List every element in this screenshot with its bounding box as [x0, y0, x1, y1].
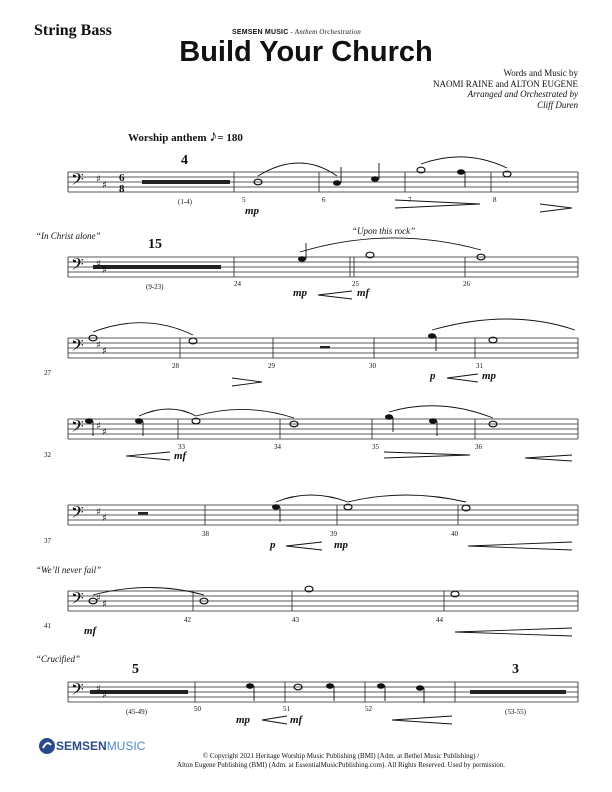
- multirest-count: 15: [148, 237, 162, 252]
- bass-clef-icon: 𝄢: [71, 169, 84, 193]
- svg-text:♯: ♯: [102, 346, 107, 357]
- dynamic-mark: mp: [482, 370, 497, 382]
- measure-number: 25: [352, 280, 359, 288]
- svg-text:♯: ♯: [96, 593, 101, 604]
- measure-number: 40: [451, 530, 458, 538]
- measure-number: 5: [242, 196, 246, 204]
- logo-mark-icon: [38, 737, 56, 755]
- logo-text: SEMSEN: [56, 739, 107, 753]
- credit-line-3: Arranged and Orchestrated by: [467, 89, 578, 99]
- measure-number: 37: [44, 537, 51, 545]
- bass-clef-icon: 𝄢: [71, 335, 84, 359]
- measure-number: 28: [172, 362, 179, 370]
- tempo-label: Worship anthem: [128, 132, 207, 144]
- sharp-icon: [96, 174, 107, 701]
- lyric-cue: “We’ll never fail”: [36, 565, 102, 575]
- svg-text:♯: ♯: [96, 421, 101, 432]
- measure-number: 35: [372, 443, 379, 451]
- measure-number: 34: [274, 443, 281, 451]
- multirest-count: 4: [181, 153, 188, 168]
- multirest-range: (1-4): [178, 198, 192, 206]
- svg-text:♯: ♯: [102, 265, 107, 276]
- dynamic-mark: p: [430, 370, 436, 382]
- measure-number: 44: [436, 616, 443, 624]
- measure-number: 31: [476, 362, 483, 370]
- measure-number: 41: [44, 622, 51, 630]
- multirest-range: (53-55): [505, 708, 526, 716]
- svg-text:♯: ♯: [96, 259, 101, 270]
- dynamic-mark: mf: [174, 450, 187, 462]
- multirest-range: (9-23): [146, 283, 164, 291]
- measure-number: 29: [268, 362, 275, 370]
- dynamic-mark: mp: [245, 205, 260, 217]
- multirest-count: 5: [132, 662, 139, 677]
- measure-number: 30: [369, 362, 376, 370]
- publisher-name: SEMSEN MUSIC: [232, 29, 289, 36]
- svg-text:♯: ♯: [96, 340, 101, 351]
- measure-number: 42: [184, 616, 191, 624]
- eighth-note-icon: ♪: [209, 128, 218, 145]
- svg-text:♯: ♯: [102, 599, 107, 610]
- credit-line-1: Words and Music by: [503, 68, 578, 78]
- lyric-cue: “Upon this rock”: [352, 226, 416, 236]
- svg-text:♯: ♯: [102, 690, 107, 701]
- dynamic-mark: mp: [293, 287, 308, 299]
- staff-5: [68, 505, 578, 525]
- measure-number: 43: [292, 616, 299, 624]
- dynamic-mark: mf: [357, 287, 370, 299]
- svg-text:8: 8: [119, 183, 125, 195]
- svg-text:♯: ♯: [102, 427, 107, 438]
- svg-text:♯: ♯: [102, 513, 107, 524]
- measure-number: 38: [202, 530, 209, 538]
- bass-clef-icon: 𝄢: [71, 416, 84, 440]
- measure-number: 26: [463, 280, 470, 288]
- bass-clef-icon: 𝄢: [71, 679, 84, 703]
- song-title: Build Your Church: [179, 36, 433, 68]
- lyric-cue: “In Christ alone”: [36, 231, 101, 241]
- publisher-category: - Anthem Orchestration: [290, 28, 361, 36]
- svg-text:♯: ♯: [96, 174, 101, 185]
- credit-line-4: Cliff Duren: [537, 99, 578, 110]
- measure-number: 7: [408, 196, 412, 204]
- dynamic-mark: mp: [236, 714, 251, 726]
- measure-number: 50: [194, 705, 201, 713]
- staff-6: [68, 591, 578, 611]
- tempo-value: = 180: [217, 132, 243, 144]
- logo-text-2: MUSIC: [106, 739, 146, 753]
- dynamic-mark: mf: [290, 714, 303, 726]
- svg-text:♯: ♯: [96, 684, 101, 695]
- svg-text:♯: ♯: [96, 507, 101, 518]
- svg-text:♯: ♯: [102, 180, 107, 191]
- measure-number: 33: [178, 443, 185, 451]
- measure-number: 6: [322, 196, 326, 204]
- credit-line-2: NAOMI RAINE and ALTON EUGENE: [433, 78, 578, 89]
- measure-number: 27: [44, 369, 51, 377]
- copyright-line-1: © Copyright 2021 Heritage Worship Music Publishing (BMI) (Adm. at Bethel Music Publishing) /: [202, 752, 480, 760]
- svg-text:6: 6: [119, 172, 125, 184]
- multirest-count: 3: [512, 662, 519, 677]
- bass-clef-icon: 𝄢: [71, 254, 84, 278]
- bass-clef-icon: 𝄢: [71, 588, 84, 612]
- copyright-line-2: Alton Eugene Publishing (BMI) (Adm. at EssentialMusicPublishing.com). All Rights Reserved. Used by permission.: [176, 761, 505, 769]
- multirest-range: (45-49): [126, 708, 147, 716]
- measure-number: 39: [330, 530, 337, 538]
- measure-number: 52: [365, 705, 372, 713]
- dynamic-mark: mp: [334, 539, 349, 551]
- copyright-notice: [106, 752, 576, 770]
- measure-number: 36: [475, 443, 482, 451]
- measure-number: 32: [44, 451, 51, 459]
- time-signature: [119, 172, 125, 195]
- measure-number: 24: [234, 280, 241, 288]
- instrument-name: String Bass: [34, 22, 112, 39]
- measure-number: 51: [283, 705, 290, 713]
- measure-number: 8: [493, 196, 497, 204]
- bass-clef-icon: 𝄢: [71, 502, 84, 526]
- dynamic-mark: mf: [84, 625, 97, 637]
- dynamic-mark: p: [270, 539, 276, 551]
- hairpins: [126, 200, 572, 724]
- staff-4: [68, 419, 578, 439]
- filled-note-heads: [85, 169, 465, 691]
- lyric-cue: “Crucified”: [36, 654, 81, 664]
